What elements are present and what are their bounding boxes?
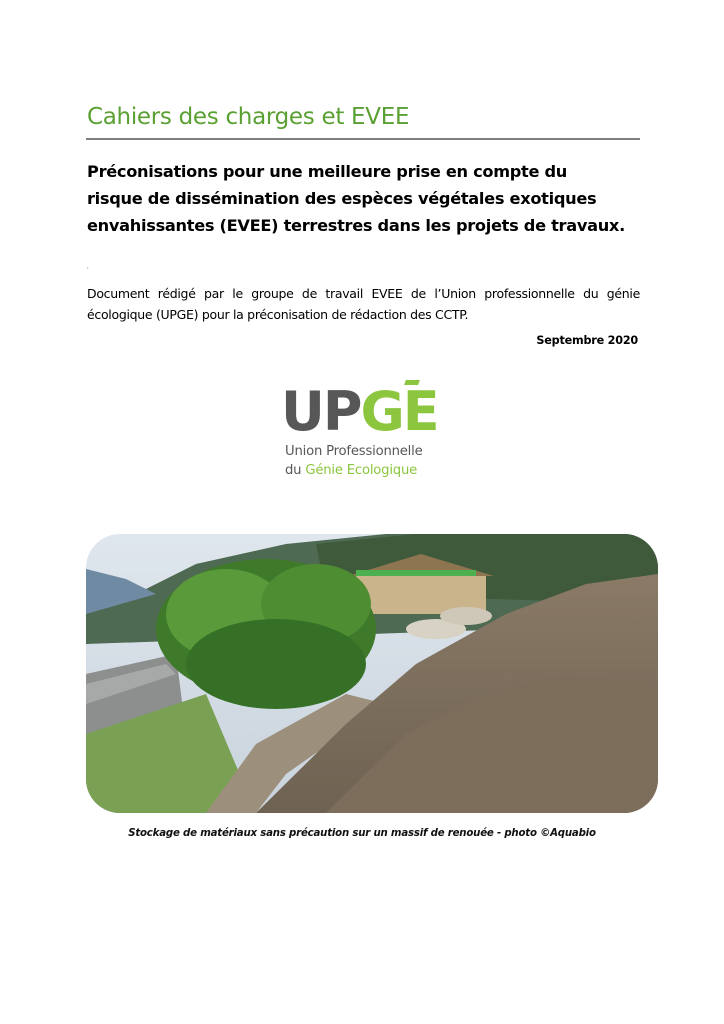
logo-wordmark xyxy=(281,380,438,443)
logo-wordmark-gray: UP xyxy=(281,380,361,443)
photo-caption: Stockage de matériaux sans précaution sur un massif de renouée - photo ©Aquabio xyxy=(128,828,596,839)
logo-wordmark-green: GE xyxy=(360,380,438,443)
logo-tagline-prefix: du xyxy=(285,463,306,478)
publication-date: Septembre 2020 xyxy=(536,334,638,347)
subtitle-line: risque de dissémination des espèces végétales exotiques xyxy=(87,189,597,208)
logo-tagline-green: Génie Ecologique xyxy=(305,463,418,478)
document-description: Document rédigé par le groupe de travail EVEE de l’Union professionnelle du génie écologique (UPGE) pour la préconisation de rédaction des CCTP. xyxy=(87,286,640,322)
page-title: Cahiers des charges et EVEE xyxy=(87,104,410,130)
site-photo xyxy=(86,534,658,813)
logo-tagline-line1: Union Professionnelle xyxy=(285,444,423,459)
stray-mark: , xyxy=(87,264,89,270)
logo-tagline-line2 xyxy=(285,463,417,478)
upge-logo xyxy=(281,376,461,486)
subtitle-line: Préconisations pour une meilleure prise en compte du xyxy=(87,162,568,181)
subtitle-line: envahissantes (EVEE) terrestres dans les projets de travaux. xyxy=(87,216,625,235)
document-subtitle xyxy=(87,158,647,239)
title-divider xyxy=(86,138,640,140)
site-photo-illustration xyxy=(86,534,658,813)
